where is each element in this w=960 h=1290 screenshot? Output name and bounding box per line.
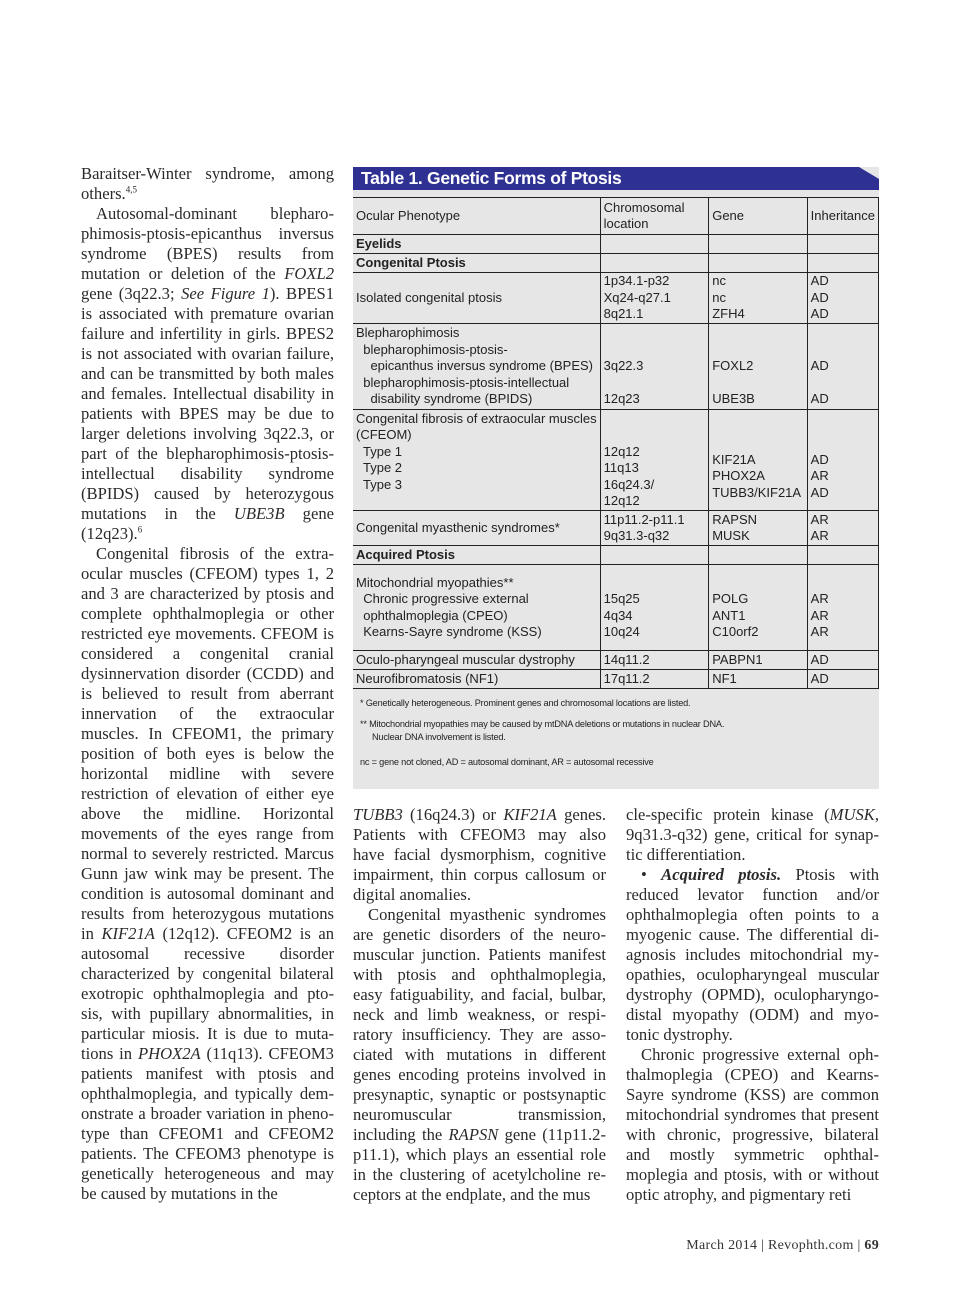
footnote: ** Mitochondrial myopathies may be caused by mtDNA deletions or mutations in nuclear DNA. [360, 719, 725, 729]
table-row: Oculo-pharyngeal muscular dystrophy [353, 651, 600, 670]
table-row: Neurofibromatosis (NF1) [353, 670, 600, 689]
table-cell: KIF21A PHOX2A TUBB3/KIF21A [709, 410, 807, 511]
ptosis-table [353, 197, 879, 689]
table-cell: nc nc ZFH4 [709, 273, 807, 324]
table-cell: AR AR [807, 511, 878, 546]
table-cell: NF1 [709, 670, 807, 689]
title-corner-notch [859, 167, 879, 179]
table-footnotes [360, 697, 870, 777]
header-location: Chromosomal location [600, 198, 709, 235]
table-cell: FOXL2 UBE3B [709, 324, 807, 410]
section-congenital: Congenital Ptosis [353, 254, 600, 273]
table-row: Congenital myasthenic syndromes* [353, 511, 600, 546]
table-cell: PABPN1 [709, 651, 807, 670]
table-row: Congenital fibrosis of extraocular muscles (CFEOM) Type 1 Type 2 Type 3 [353, 410, 600, 511]
table-cell: AD AD AD [807, 273, 878, 324]
table-genetic-forms-of-ptosis [353, 167, 879, 789]
table-cell: 15q25 4q34 10q24 [600, 565, 709, 651]
article-column-3: cle-specific protein kinase (MUSK, 9q31.3-q32) gene, critical for synaptic differentiation. • Acquired ptosis. Ptosis with reduced levator function and/or ophthalmoplegia often points to a myogenic cause. The differential diagnosis includes mitochondrial myopathies, oculopharyngeal muscular dystrophy (OPMD), oculopharyngodistal myopathy (ODM) and myotonic dystrophy. Chronic progressive external ophthalmoplegia (CPEO) and Kearns-Sayre syndrome (KSS) are common mitochondrial syndromes that present with chronic, progressive, bilateral and mostly symmetric ophthalmoplegia and ptosis, with or without optic atrophy, and pigmentary reti [626, 805, 879, 1204]
table-cell: 3q22.3 12q23 [600, 324, 709, 410]
table-row: Isolated congenital ptosis [353, 273, 600, 324]
page-footer: March 2014 | Revophth.com | 69 [686, 1238, 879, 1253]
website: Revophth.com [768, 1238, 854, 1253]
table-row: Mitochondrial myopathies** Chronic progressive external ophthalmoplegia (CPEO) Kearns-Sayre syndrome (KSS) [353, 565, 600, 651]
table-cell: AD [807, 670, 878, 689]
table-cell: AD [807, 651, 878, 670]
section-eyelids: Eyelids [353, 235, 600, 254]
table-cell: 11p11.2-p11.1 9q31.3-q32 [600, 511, 709, 546]
table-cell: AR AR AR [807, 565, 878, 651]
section-acquired: Acquired Ptosis [353, 546, 600, 565]
article-column-2: TUBB3 (16q24.3) or KIF21A genes. Patients with CFEOM3 may also have facial dysmorphism, cognitive impairment, thin corpus callosum or digital anomalies. Congenital myasthenic syndromes are genetic disorders of the neuromuscular junction. Patients manifest with ptosis and ophthalmoplegia, easy fatiguability, and facial, bulbar, neck and limb weakness, or respiratory insufficiency. They are associated with mutations in different genes encoding proteins involved in presynaptic, synaptic or postsynaptic neuromuscular transmission, including the RAPSN gene (11p11.2-p11.1), which plays an essential role in the clustering of acetylcholine receptors at the endplate, and the mus [353, 805, 606, 1204]
footnote: * Genetically heterogeneous. Prominent genes and chromosomal locations are listed. [360, 698, 691, 708]
header-inheritance: Inheritance [807, 198, 878, 235]
header-gene: Gene [709, 198, 807, 235]
page-number: 69 [864, 1238, 879, 1253]
footnote: Nuclear DNA involvement is listed. [372, 732, 506, 742]
table-cell: 14q11.2 [600, 651, 709, 670]
table-title: Table 1. Genetic Forms of Ptosis [353, 167, 879, 190]
table-cell: RAPSN MUSK [709, 511, 807, 546]
table-cell: AD AR AD [807, 410, 878, 511]
header-phenotype: Ocular Phenotype [353, 198, 600, 235]
table-cell: 12q12 11q13 16q24.3/ 12q12 [600, 410, 709, 511]
table-row: Blepharophimosis blepharophimosis-ptosis- epicanthus inversus syndrome (BPES) blepharophimosis-ptosis-intellectual disability syndrome (BPIDS) [353, 324, 600, 410]
article-column-1: Baraitser-Winter syndrome, among others.$^{4,5}$ Autosomal-dominant blepharophimosis-ptosis-epicanthus inversus syndrome (BPES) results from mutation or deletion of the FOXL2 gene (3q22.3; See Figure 1). BPES1 is associated with premature ovarian failure and infertility in girls. BPES2 is not associated with ovarian failure, and can be transmitted by both males and females. Intellectual disability in patients with BPES may be due to larger deletions involving 3q22.3, or part of the blepharophimosis-ptosis-intellectual disability syndrome (BPIDS) caused by heterozygous mutations in the UBE3B gene (12q23).$^6$ Congenital fibrosis of the extraocular muscles (CFEOM) types 1, 2 and 3 are characterized by ptosis and complete ophthalmoplegia or other restricted eye movements. CFEOM is considered a congenital cranial dysinnervation disorder (CCDD) and is believed to result from aberrant innervation of the extraocular muscles. In CFEOM1, the primary position of both eyes is below the horizontal midline with severe restriction of elevation of either eye above the midline. Horizontal movements of the eyes range from normal to severely restricted. Marcus Gunn jaw wink may be present. The condition is autosomal dominant and results from heterozygous mutations in KIF21A (12q12). CFEOM2 is an autosomal recessive disorder characterized by congenital bilateral exotropic ophthalmoplegia and ptosis, with pupillary abnormalities, in particular miosis. It is due to mutations in PHOX2A (11q13). CFEOM3 patients manifest with ptosis and ophthalmoplegia, and typically demonstrate a broader variation in phenotype than CFEOM1 and CFEOM2 patients. The CFEOM3 phenotype is genetically heterogeneous and may be caused by mutations in the [81, 164, 335, 1203]
footnote: nc = gene not cloned, AD = autosomal dominant, AR = autosomal recessive [360, 757, 654, 767]
table-cell: AD AD [807, 324, 878, 410]
table-cell: 17q11.2 [600, 670, 709, 689]
table-cell: 1p34.1-p32 Xq24-q27.1 8q21.1 [600, 273, 709, 324]
issue-date: March 2014 [686, 1238, 758, 1253]
table-cell: POLG ANT1 C10orf2 [709, 565, 807, 651]
